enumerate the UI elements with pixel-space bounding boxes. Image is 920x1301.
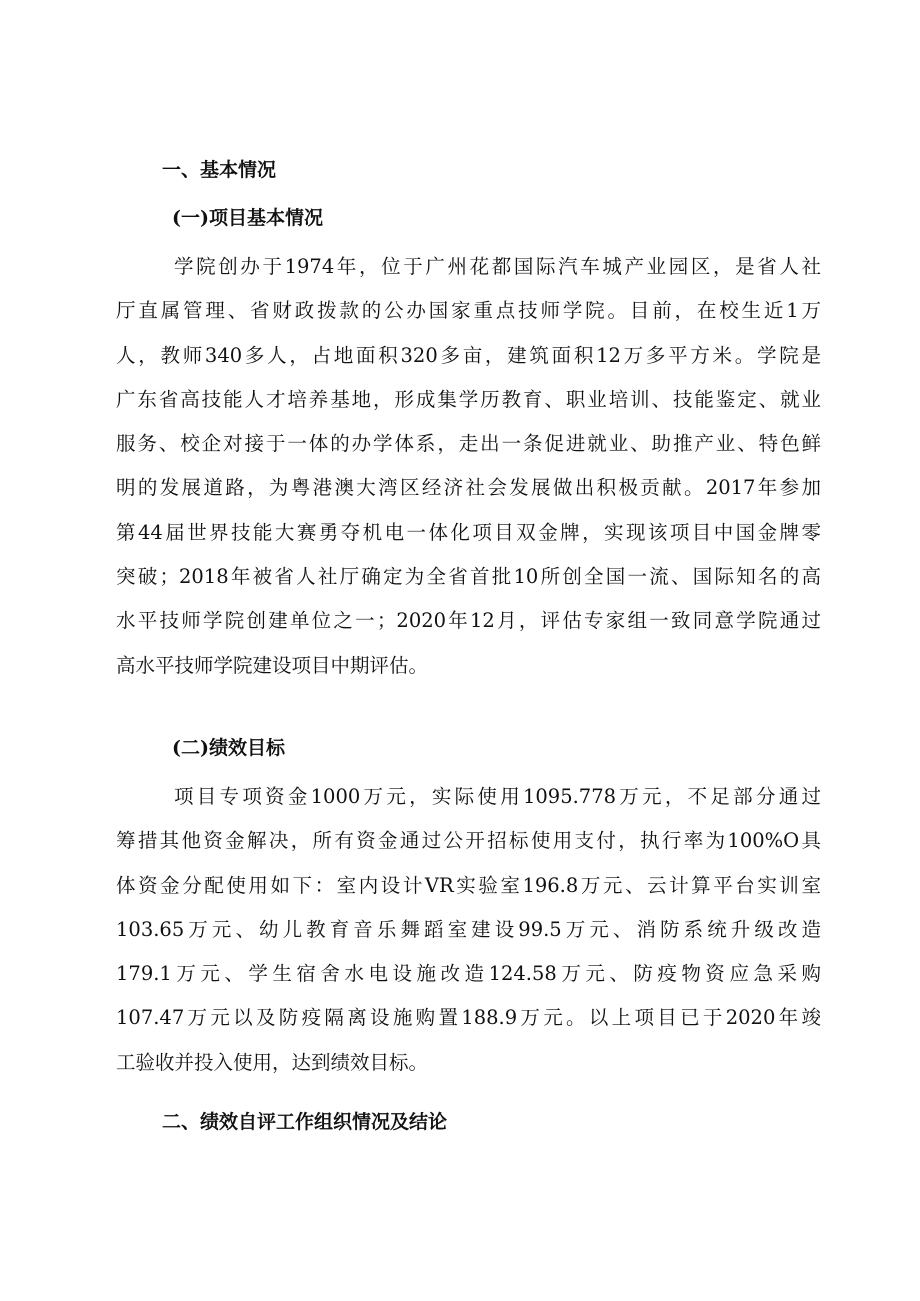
section-heading-self-evaluation: 二、绩效自评工作组织情况及结论: [162, 1111, 448, 1133]
paragraph-line: 179.1万元、学生宿舍水电设施改造124.58万元、防疫物资应急采购: [116, 962, 821, 986]
paragraph-performance-goal: [116, 775, 821, 1085]
paragraph-line: 高水平技师学院建设项目中期评估。: [116, 653, 429, 677]
paragraph-line: 103.65万元、幼儿教育音乐舞蹈室建设99.5万元、消防系统升级改造: [116, 917, 821, 941]
paragraph-line: 学院创办于1974年，位于广州花都国际汽车城产业园区，是省人社: [174, 255, 821, 278]
paragraph-line: 突破；2018年被省人社厅确定为全省首批10所创全国一流、国际知名的高: [116, 565, 821, 589]
paragraph-line: 人，教师340多人，占地面积320多亩，建筑面积12万多平方米。学院是: [116, 343, 821, 367]
paragraph-line: 筹措其他资金解决，所有资金通过公开招标使用支付，执行率为100%O具: [116, 829, 821, 853]
paragraph-line: 服务、校企对接于一体的办学体系，走出一条促进就业、助推产业、特色鲜: [116, 432, 821, 456]
paragraph-project-info: [116, 245, 821, 688]
paragraph-line: 水平技师学院创建单位之一；2020年12月，评估专家组一致同意学院通过: [116, 609, 821, 633]
paragraph-line: 广东省高技能人才培养基地，形成集学历教育、职业培训、技能鉴定、就业: [116, 387, 821, 411]
section-heading-basic-info: 一、基本情况: [162, 159, 277, 181]
subsection-heading-performance-goal: (二)绩效目标: [172, 737, 285, 759]
paragraph-line: 项目专项资金1000万元，实际使用1095.778万元，不足部分通过: [174, 785, 821, 808]
paragraph-line: 明的发展道路，为粤港澳大湾区经济社会发展做出积极贡献。2017年参加: [116, 476, 821, 500]
paragraph-line: 体资金分配使用如下：室内设计VR实验室196.8万元、云计算平台实训室: [116, 873, 821, 897]
paragraph-line: 工验收并投入使用，达到绩效目标。: [116, 1050, 429, 1074]
paragraph-line: 厅直属管理、省财政拨款的公办国家重点技师学院。目前，在校生近1万: [116, 299, 821, 323]
paragraph-line: 107.47万元以及防疫隔离设施购置188.9万元。以上项目已于2020年竣: [116, 1006, 821, 1030]
paragraph-line: 第44届世界技能大赛勇夺机电一体化项目双金牌，实现该项目中国金牌零: [116, 520, 821, 544]
subsection-heading-project-info: (一)项目基本情况: [172, 207, 323, 229]
